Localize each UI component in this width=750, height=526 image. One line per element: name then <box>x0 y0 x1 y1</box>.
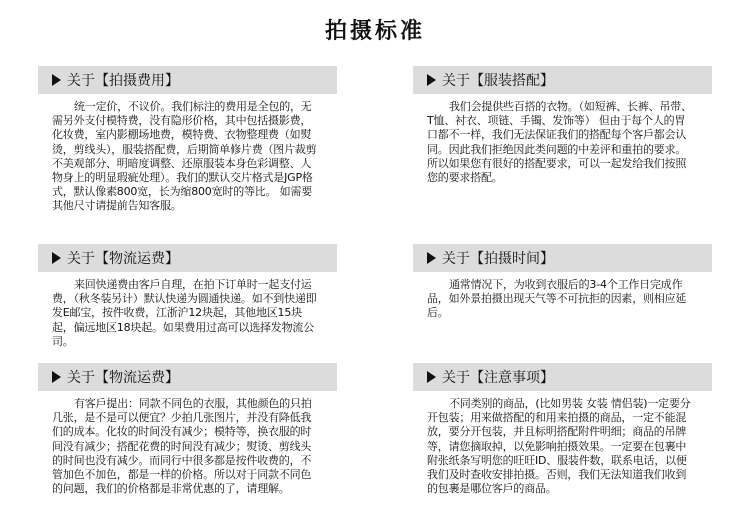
section-header <box>38 244 337 272</box>
section-shipping-fee-2 <box>38 363 337 496</box>
section-notes <box>413 363 712 496</box>
triangle-bullet-icon <box>52 371 61 383</box>
triangle-bullet-icon <box>427 74 436 86</box>
section-shipping-fee <box>38 244 337 349</box>
section-heading: 关于【拍摄时间】 <box>442 251 554 267</box>
triangle-bullet-icon <box>427 252 436 264</box>
section-heading: 关于【服装搭配】 <box>442 73 554 89</box>
section-heading: 关于【物流运费】 <box>67 370 179 386</box>
section-body: 不同类别的商品，(比如男装 女装 情侣装)一定要分开包装；用来做搭配的和用来拍摄的商品，一定不能混放，要分开包装，并且标明搭配附件明细；商品的吊牌等，请您摘取掉，以免影响拍摄效果。一定要在包裹中附张纸条写明您的旺旺ID、服装件数，联系电话，以便我们及时查收安排拍摄。否则，我们无法知道我们收到的包裹是哪位客戶的商品。 <box>427 397 691 496</box>
section-body: 我们会提供些百搭的衣物。（如短裤、长裤、吊带、T恤、衬衣、项链、手镯、发饰等） 但由于每个人的胃口都不一样，我们无法保证我们的搭配每个客戶都会认同。因此我们拒绝因此类问题的中差评和重拍的要求。所以如果您有很好的搭配要求，可以一起发给我们按照您的要求搭配。 <box>427 100 692 185</box>
section-heading: 关于【注意事项】 <box>442 370 554 386</box>
section-header <box>38 66 337 94</box>
triangle-bullet-icon <box>52 252 61 264</box>
section-body: 来回快递费由客戶自理，在拍下订单时一起支付运费，（秋冬装另计）默认快递为圆通快递。如不到快递即发E邮宝，按件收费，江浙沪12块起，其他地区15块起，偏远地区18块起。如果费用过高可以选择发物流公司。 <box>52 278 317 348</box>
triangle-bullet-icon <box>52 74 61 86</box>
page-title: 拍摄标准 <box>324 18 425 44</box>
triangle-bullet-icon <box>427 371 436 383</box>
section-header <box>413 244 712 272</box>
section-body: 有客戶提出：同款不同色的衣服，其他颜色的只拍几张，是不是可以便宜？少拍几张图片，并没有降低我们的成本。化妆的时间没有减少；模特等，换衣服的时间没有减少；搭配花费的时间没有减少；熨烫、剪线头的时间也没有减少。而同行中很多都是按件收费的，不管加色不加色，都是一样的价格。所以对于同款不同色的问题，我们的价格都是非常优惠的了，请理解。 <box>52 397 312 496</box>
section-header <box>413 363 712 391</box>
section-heading: 关于【拍摄费用】 <box>67 73 179 89</box>
section-shooting-time <box>413 244 712 321</box>
section-body: 统一定价，不议价。我们标注的费用是全包的，无需另外支付模特费，没有隐形价格，其中包括摄影费，化妆费，室内影棚场地费，模特费、衣物整理费（如熨烫，剪线头），服装搭配费，后期简单修片费（图片裁剪不美观部分、明暗度调整、还原服装本身色彩调整、人物身上的明显瑕疵处理）。我们的默认交片格式是JGP格式，默认像素800宽，长为缩800宽时的等比。 如需要其他尺寸请提前告知客服。 <box>52 100 317 213</box>
section-body: 通常情况下，为收到衣服后的3-4个工作日完成作品，如外景拍摄出现天气等不可抗拒的因素，则相应延后。 <box>427 278 687 320</box>
section-header <box>38 363 337 391</box>
section-styling <box>413 66 712 185</box>
section-header <box>413 66 712 94</box>
section-shooting-fee <box>38 66 337 214</box>
section-heading: 关于【物流运费】 <box>67 251 179 267</box>
